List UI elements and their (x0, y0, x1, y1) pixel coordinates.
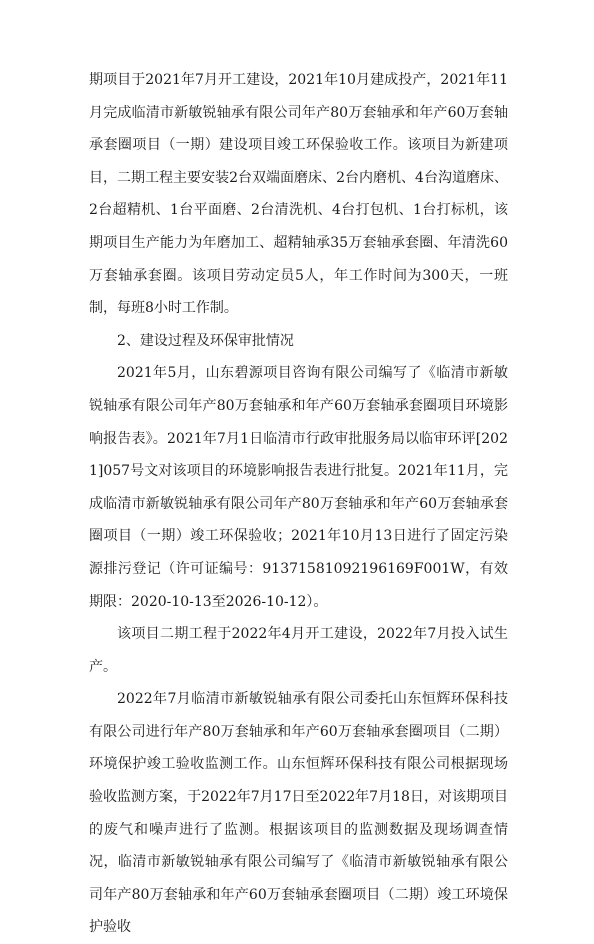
section-heading-construction-approval: 2、建设过程及环保审批情况 (117, 332, 294, 349)
paragraph-project-overview: 期项目于2021年7月开工建设，2021年10月建成投产，2021年11月完成临清市新敏锐轴承有限公司年产80万套轴承和年产60万套轴承套圈项目（一期）建设项目竣工环保验收工作。该项目为新建项目，二期工程主要安装2台双端面磨床、2台内磨机、4台沟道磨床、2台超精机、1台平面磨、2台清洗机、4台打包机、1台打标机，该期项目生产能力为年磨加工、超精轴承35万套轴承套圈、年清洗60万套轴承套圈。该项目劳动定员5人，年工作时间为300天，一班制，每班8小时工作制。 (89, 72, 508, 317)
paragraph-acceptance-monitoring: 2022年7月临清市新敏锐轴承有限公司委托山东恒辉环保科技有限公司进行年产80万套轴承和年产60万套轴承套圈项目（二期）环境保护竣工验收监测工作。山东恒辉环保科技有限公司根据现场验收监测方案，于2022年7月17日至2022年7月18日，对该期项目的废气和噪声进行了监测。根据该项目的监测数据及现场调查情况，临清市新敏锐轴承有限公司编写了《临清市新敏锐轴承有限公司年产80万套轴承和年产60万套轴承套圈项目（二期）竣工环境保护验收 (89, 691, 508, 936)
paragraph-eia-approval: 2021年5月，山东碧源项目咨询有限公司编写了《临清市新敏锐轴承有限公司年产80万套轴承和年产60万套轴承套圈项目环境影响报告表》。2021年7月1日临清市行政审批服务局以临审环评[2021]057号文对该项目的环境影响报告表进行批复。2021年11月，完成临清市新敏锐轴承有限公司年产80万套轴承和年产60万套轴承套圈项目（一期）竣工环保验收；2021年10月13日进行了固定污染源排污登记（许可证编号：91371581092196169F001W，有效期限：2020-10-13至2026-10-12）。 (89, 365, 508, 610)
paragraph-phase-two-construction: 该项目二期工程于2022年4月开工建设，2022年7月投入试生产。 (89, 626, 508, 675)
